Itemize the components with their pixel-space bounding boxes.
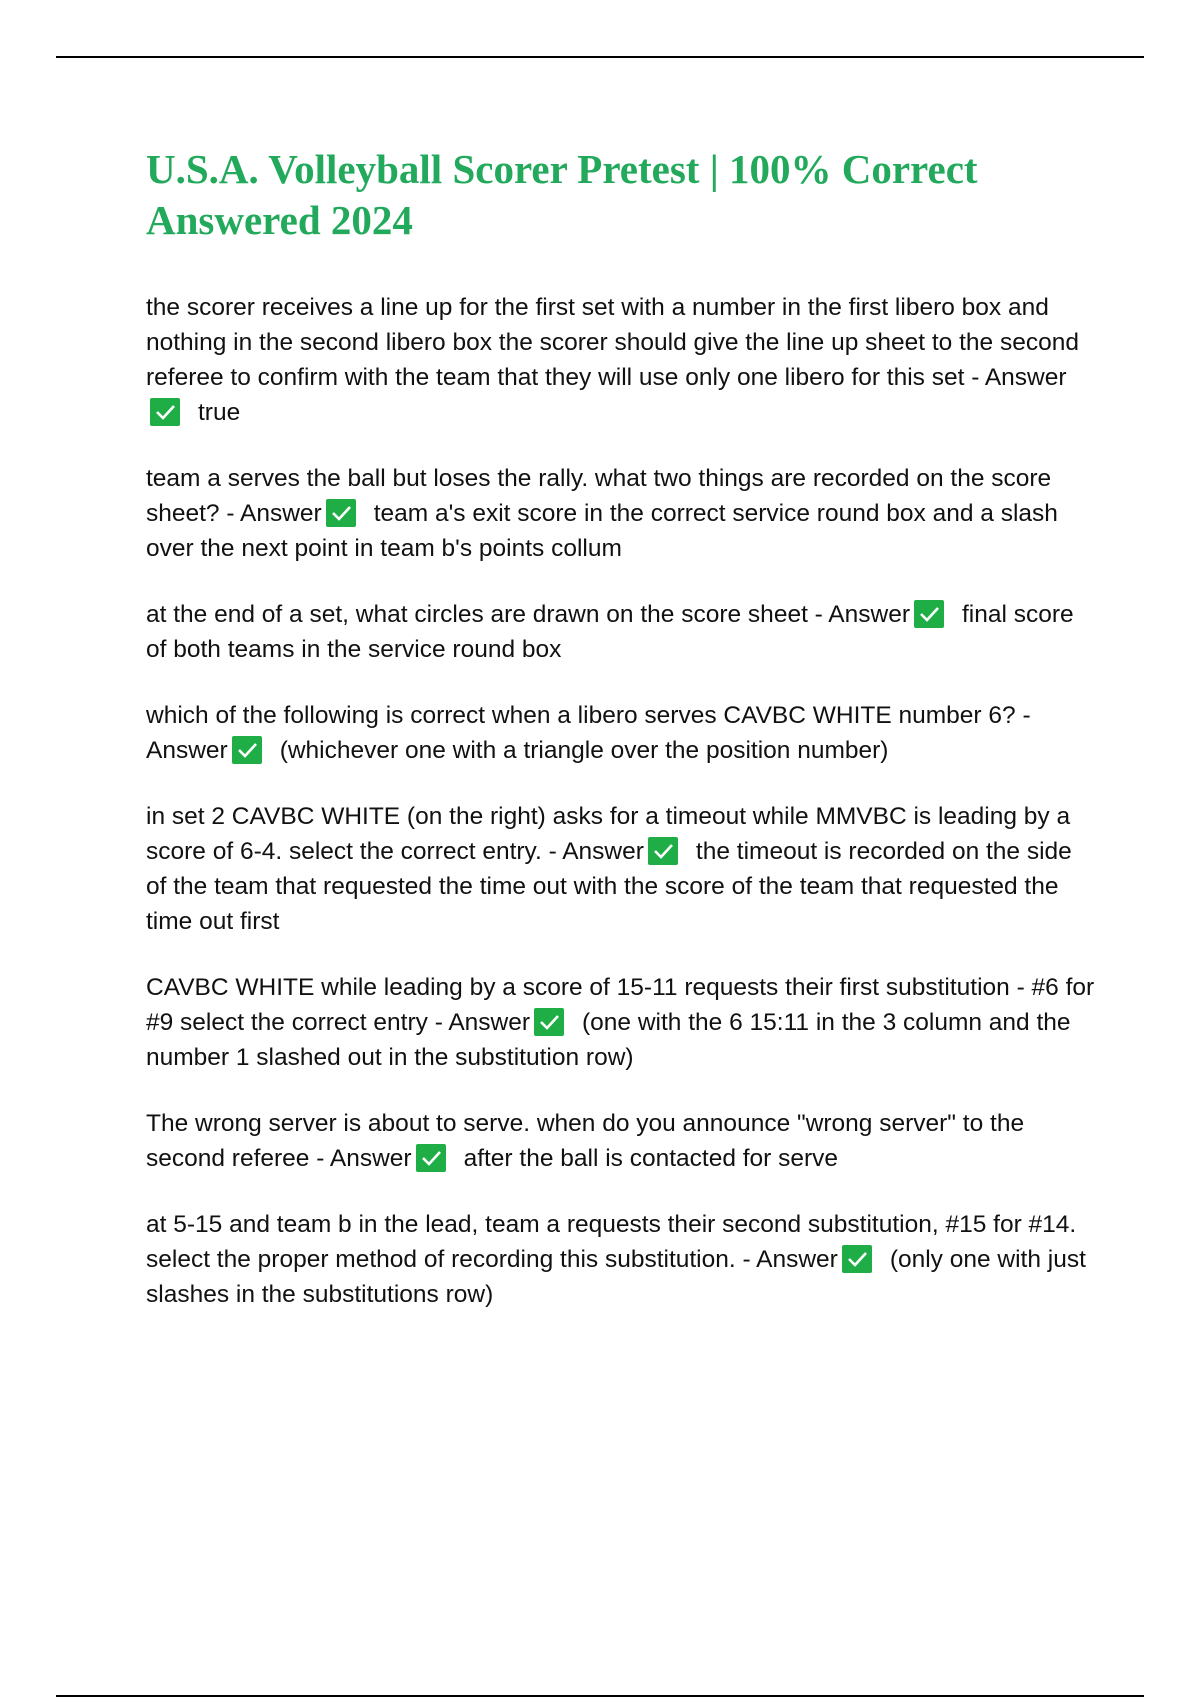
answer-label: Answer [146, 737, 228, 764]
question-text: which of the following is correct when a libero serves CAVBC WHITE number 6? - [146, 702, 1031, 729]
answer-label: Answer [448, 1009, 531, 1036]
question-text: The wrong server is about to serve. when do you announce "wrong server" to the second referee - [146, 1110, 1025, 1172]
check-icon [534, 1008, 564, 1036]
check-icon [416, 1144, 446, 1172]
qa-item [146, 970, 1096, 1075]
answer-text: final score of both teams in the service round box [146, 601, 1074, 663]
qa-item [146, 1207, 1096, 1312]
qa-item [146, 799, 1096, 939]
answer-label: Answer [828, 601, 910, 628]
check-icon [326, 499, 356, 527]
top-rule [56, 56, 1144, 58]
answer-label: Answer [239, 500, 322, 527]
answer-label: Answer [562, 838, 644, 865]
answer-text: team a's exit score in the correct service round box and a slash over the next point in team b's points collum [146, 500, 1058, 562]
document-title: U.S.A. Volleyball Scorer Pretest | 100% Correct Answered 2024 [146, 146, 978, 243]
answer-text: (whichever one with a triangle over the position number) [279, 737, 889, 764]
answer-text: (only one with just slashes in the substitutions row) [146, 1246, 1086, 1308]
check-icon [842, 1245, 872, 1273]
answer-text: true [198, 399, 241, 426]
question-text: the scorer receives a line up for the first set with a number in the first libero box and nothing in the second libero box the scorer should give the line up sheet to the second referee to confirm with the team that they will use only one libero for this set - [146, 294, 1079, 391]
qa-item [146, 1106, 1096, 1176]
question-text: at the end of a set, what circles are drawn on the score sheet - [146, 601, 829, 628]
answer-text: the timeout is recorded on the side of the team that requested the time out with the score of the team that requested the time out first [146, 838, 1072, 935]
qa-item [146, 698, 1096, 768]
answer-text: after the ball is contacted for serve [463, 1145, 839, 1172]
question-text: team a serves the ball but loses the rally. what two things are recorded on the score sheet? - [146, 465, 1052, 527]
question-text: in set 2 CAVBC WHITE (on the right) asks for a timeout while MMVBC is leading by a score of 6-4. select the correct entry. - [146, 803, 1071, 865]
check-icon [150, 398, 180, 426]
qa-list [146, 290, 1096, 1343]
answer-text: (one with the 6 15:11 in the 3 column and the number 1 slashed out in the substitution row) [146, 1009, 1071, 1071]
question-text: at 5-15 and team b in the lead, team a requests their second substitution, #15 for #14. select the proper method of recording this substitution. - [146, 1211, 1077, 1273]
question-text: CAVBC WHITE while leading by a score of 15-11 requests their first substitution - #6 for #9 select the correct entry - [146, 974, 1095, 1036]
answer-label: Answer [329, 1145, 412, 1172]
qa-item [146, 290, 1096, 430]
check-icon [648, 837, 678, 865]
qa-item [146, 597, 1096, 667]
check-icon [232, 736, 262, 764]
qa-item [146, 461, 1096, 566]
bottom-rule [56, 1695, 1144, 1697]
check-icon [914, 600, 944, 628]
answer-label: Answer [756, 1246, 838, 1273]
answer-label: Answer [984, 364, 1067, 391]
